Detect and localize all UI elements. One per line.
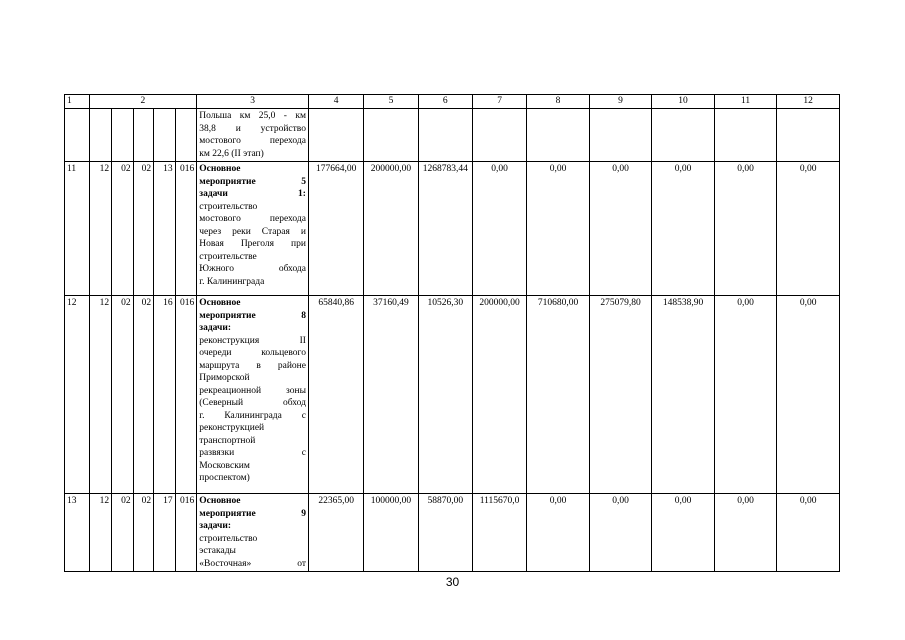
code-cell: 12 — [89, 162, 112, 296]
description-line: мостового перехода — [199, 136, 306, 146]
cell-empty — [154, 109, 176, 162]
cell-empty — [112, 109, 134, 162]
code-cell: 17 — [154, 494, 176, 572]
code-cell: 02 — [112, 494, 134, 572]
code-cell: 02 — [133, 296, 154, 494]
description-line: строительство — [199, 201, 258, 212]
cell-empty — [65, 109, 90, 162]
description-line: реконструкцией — [199, 423, 265, 433]
description-bold-line: Основное — [199, 298, 241, 308]
table-row — [65, 296, 840, 494]
description-bold-line: мероприятие 9 — [199, 508, 306, 519]
description-bold-line: задачи: — [199, 521, 231, 531]
header-cell-12: 12 — [777, 95, 840, 109]
code-cell: 12 — [89, 296, 112, 494]
value-cell: 0,00 — [652, 162, 715, 296]
description-line: Приморской — [199, 373, 250, 383]
row-number: 13 — [65, 494, 90, 572]
description-bold-line: задачи: — [199, 323, 231, 333]
row-number: 12 — [65, 296, 90, 494]
description-line: Южного обхода — [199, 264, 306, 274]
value-cell: 0,00 — [714, 162, 777, 296]
description-line: через реки Старая и — [199, 226, 306, 237]
code-cell: 16 — [154, 296, 176, 494]
description-line: строительство — [199, 533, 258, 544]
cell-empty — [133, 109, 154, 162]
description-line: г. Калининграда с — [199, 410, 306, 421]
cell-empty — [89, 109, 112, 162]
table-row-continuation — [65, 109, 840, 162]
value-cell: 0,00 — [714, 494, 777, 572]
value-cell: 0,00 — [527, 162, 590, 296]
header-cell-4: 4 — [308, 95, 363, 109]
description-line: транспортной — [199, 435, 256, 446]
value-cell: 200000,00 — [472, 296, 526, 494]
value-cell: 200000,00 — [364, 162, 418, 296]
value-cell: 0,00 — [589, 494, 652, 572]
value-cell: 177664,00 — [308, 162, 363, 296]
description-line: рекреационной зоны — [199, 385, 306, 396]
code-cell: 02 — [112, 296, 134, 494]
description-cell — [197, 296, 309, 494]
cell-empty — [777, 109, 840, 162]
header-cell-6: 6 — [418, 95, 472, 109]
cell-empty — [308, 109, 363, 162]
description-line: строительстве — [199, 251, 257, 262]
value-cell: 1115670,0 — [472, 494, 526, 572]
description-line: проспектом) — [199, 473, 250, 483]
description-line: Польша км 25,0 - км — [199, 111, 306, 121]
description-cell — [197, 162, 309, 296]
header-cell-5: 5 — [364, 95, 418, 109]
value-cell: 1268783,44 — [418, 162, 472, 296]
value-cell: 37160,49 — [364, 296, 418, 494]
value-cell: 0,00 — [777, 162, 840, 296]
description-line: мостового перехода — [199, 214, 306, 224]
value-cell: 0,00 — [652, 494, 715, 572]
value-cell: 148538,90 — [652, 296, 715, 494]
table-row — [65, 162, 840, 296]
description-bold-line: мероприятие 8 — [199, 310, 306, 321]
cell-empty — [589, 109, 652, 162]
description-line: «Восточная» от — [199, 558, 306, 569]
value-cell: 58870,00 — [418, 494, 472, 572]
code-cell: 016 — [175, 162, 197, 296]
cell-empty — [472, 109, 526, 162]
header-cell-2: 2 — [89, 95, 197, 109]
description-cell — [197, 109, 309, 162]
value-cell: 0,00 — [472, 162, 526, 296]
header-cell-8: 8 — [527, 95, 590, 109]
description-line: развязки с — [199, 448, 306, 458]
description-line: реконструкция II — [199, 335, 306, 346]
code-cell: 02 — [133, 494, 154, 572]
header-cell-11: 11 — [714, 95, 777, 109]
description-bold-line: задачи 1: — [199, 189, 306, 199]
header-cell-9: 9 — [589, 95, 652, 109]
header-cell-1: 1 — [65, 95, 90, 109]
description-bold-line: Основное — [199, 496, 241, 506]
page-number: 30 — [445, 575, 460, 589]
value-cell: 100000,00 — [364, 494, 418, 572]
header-cell-7: 7 — [472, 95, 526, 109]
description-line: 38,8 и устройство — [199, 123, 306, 134]
table-row — [65, 494, 840, 572]
description-bold-line: мероприятие 5 — [199, 176, 306, 187]
code-cell: 02 — [112, 162, 134, 296]
description-line: маршрута в районе — [199, 360, 306, 371]
value-cell: 0,00 — [714, 296, 777, 494]
description-line: г. Калининграда — [199, 276, 265, 287]
description-line: (Северный обход — [199, 398, 306, 408]
description-cell — [197, 494, 309, 572]
budget-table — [64, 94, 840, 572]
header-cell-10: 10 — [652, 95, 715, 109]
description-line: очереди кольцевого — [199, 348, 306, 358]
description-bold-line: Основное — [199, 164, 241, 174]
cell-empty — [175, 109, 197, 162]
description-line: км 22,6 (II этап) — [199, 148, 264, 159]
table-header-row — [65, 95, 840, 109]
value-cell: 0,00 — [589, 162, 652, 296]
code-cell: 13 — [154, 162, 176, 296]
row-number: 11 — [65, 162, 90, 296]
value-cell: 275079,80 — [589, 296, 652, 494]
cell-empty — [714, 109, 777, 162]
cell-empty — [527, 109, 590, 162]
value-cell: 0,00 — [777, 494, 840, 572]
value-cell: 10526,30 — [418, 296, 472, 494]
cell-empty — [364, 109, 418, 162]
code-cell: 016 — [175, 494, 197, 572]
value-cell: 0,00 — [777, 296, 840, 494]
value-cell: 22365,00 — [308, 494, 363, 572]
value-cell: 65840,86 — [308, 296, 363, 494]
description-line: эстакады — [199, 546, 236, 556]
value-cell: 0,00 — [527, 494, 590, 572]
value-cell: 710680,00 — [527, 296, 590, 494]
code-cell: 02 — [133, 162, 154, 296]
cell-empty — [418, 109, 472, 162]
description-line: Московским — [199, 460, 250, 471]
description-line: Новая Преголя при — [199, 239, 306, 249]
code-cell: 12 — [89, 494, 112, 572]
cell-empty — [652, 109, 715, 162]
code-cell: 016 — [175, 296, 197, 494]
header-cell-3: 3 — [197, 95, 309, 109]
